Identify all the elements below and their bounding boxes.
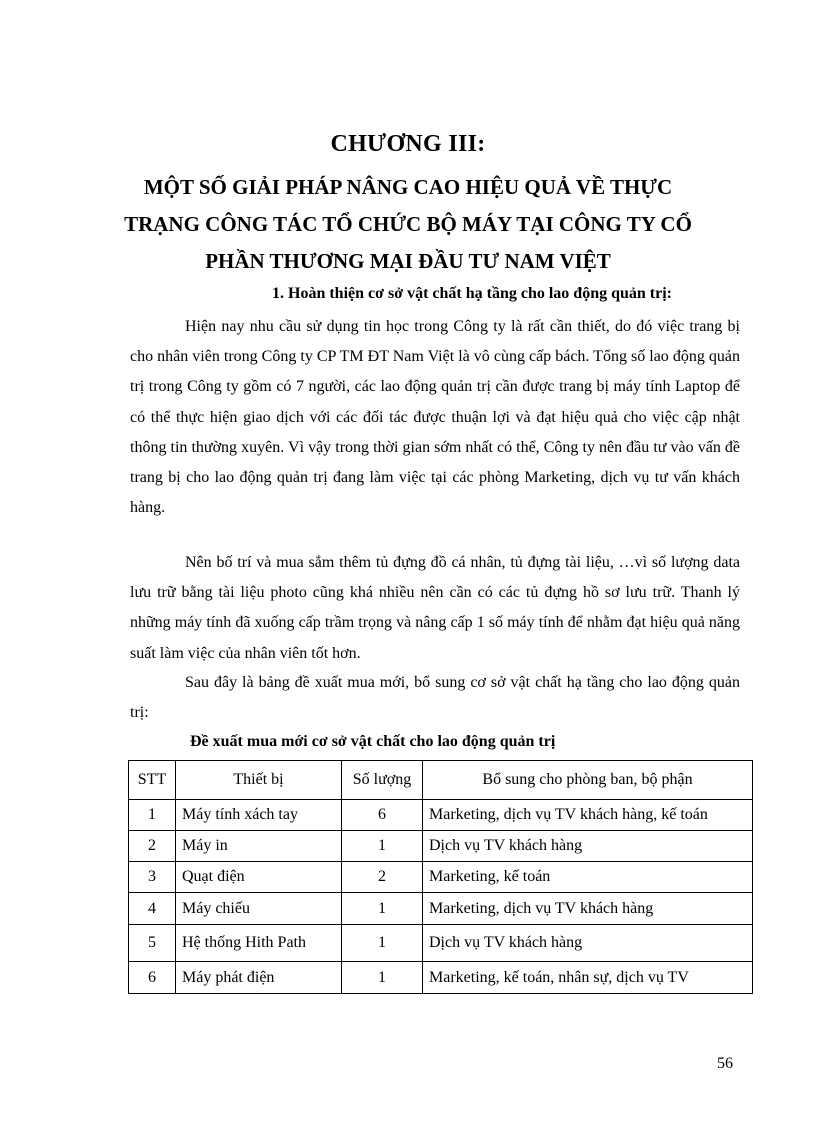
- paragraph-2: Nên bố trí và mua sắm thêm tủ đựng đồ cá nhân, tủ đựng tài liệu, …vì số lượng data lưu trữ bằng tài liệu photo cũng khá nhiều nên cần có các tủ đựng hồ sơ lưu trữ. Thanh lý những máy tính đã xuống cấp trầm trọng và nâng cấp 1 số máy tính để nhằm đạt hiệu quả năng suất làm việc của nhân viên tốt hơn.: [130, 554, 740, 662]
- chapter-title-line-2: TRẠNG CÔNG TÁC TỔ CHỨC BỘ MÁY TẠI CÔNG TY CỔ: [124, 212, 692, 236]
- cell-device: Máy tính xách tay: [176, 800, 342, 831]
- cell-department: Dịch vụ TV khách hàng: [423, 925, 753, 962]
- cell-stt: 2: [129, 831, 176, 862]
- chapter-heading: CHƯƠNG III:: [330, 131, 486, 157]
- equipment-table: [128, 760, 753, 994]
- cell-stt: 4: [129, 893, 176, 925]
- chapter-title-line-3: PHẦN THƯƠNG MẠI ĐẦU TƯ NAM VIỆT: [205, 249, 611, 273]
- cell-quantity: 1: [342, 925, 423, 962]
- header-department: Bổ sung cho phòng ban, bộ phận: [423, 761, 753, 800]
- chapter-title-line-1: MỘT SỐ GIẢI PHÁP NÂNG CAO HIỆU QUẢ VỀ THỰC: [143, 175, 673, 199]
- cell-department: Marketing, kế toán: [423, 862, 753, 893]
- cell-device: Hệ thống Hith Path: [176, 925, 342, 962]
- cell-department: Marketing, dịch vụ TV khách hàng, kế toán: [423, 800, 753, 831]
- cell-device: Máy phát điện: [176, 962, 342, 994]
- cell-department: Marketing, kế toán, nhân sự, dịch vụ TV: [423, 962, 753, 994]
- cell-quantity: 6: [342, 800, 423, 831]
- cell-department: Dịch vụ TV khách hàng: [423, 831, 753, 862]
- cell-quantity: 1: [342, 831, 423, 862]
- section-heading: 1. Hoàn thiện cơ sở vật chất hạ tầng cho lao động quản trị:: [272, 285, 672, 302]
- table-row: [129, 962, 753, 994]
- cell-stt: 1: [129, 800, 176, 831]
- cell-device: Quạt điện: [176, 862, 342, 893]
- table-header-row: [129, 761, 753, 800]
- table-title: Đề xuất mua mới cơ sở vật chất cho lao động quản trị: [190, 733, 556, 750]
- cell-device: Máy chiếu: [176, 893, 342, 925]
- cell-department: Marketing, dịch vụ TV khách hàng: [423, 893, 753, 925]
- cell-quantity: 1: [342, 893, 423, 925]
- cell-stt: 6: [129, 962, 176, 994]
- paragraph-3: Sau đây là bảng đề xuất mua mới, bổ sung cơ sở vật chất hạ tầng cho lao động quản trị:: [130, 674, 740, 722]
- paragraph-1: Hiện nay nhu cầu sử dụng tin học trong Công ty là rất cần thiết, do đó việc trang bị cho nhân viên trong Công ty CP TM ĐT Nam Việt là vô cùng cấp bách. Tổng số lao động quản trị trong Công ty gồm có 7 người, các lao động quản trị cần được trang bị máy tính Laptop để có thể thực hiện giao dịch với các đối tác được thuận lợi và đạt hiệu quả cho việc cập nhật thông tin thường xuyên. Vì vậy trong thời gian sớm nhất có thể, Công ty nên đầu tư vào vấn đề trang bị cho lao động quản trị đang làm việc tại các phòng Marketing, dịch vụ tư vấn khách hàng.: [130, 318, 740, 517]
- cell-device: Máy in: [176, 831, 342, 862]
- cell-quantity: 1: [342, 962, 423, 994]
- cell-quantity: 2: [342, 862, 423, 893]
- header-quantity: Số lượng: [342, 761, 423, 800]
- page-number: 56: [717, 1055, 733, 1072]
- table-row: [129, 800, 753, 831]
- cell-stt: 3: [129, 862, 176, 893]
- table-row: [129, 862, 753, 893]
- header-stt: STT: [129, 761, 176, 800]
- header-device: Thiết bị: [176, 761, 342, 800]
- table-row: [129, 831, 753, 862]
- table-row: [129, 893, 753, 925]
- cell-stt: 5: [129, 925, 176, 962]
- table-row: [129, 925, 753, 962]
